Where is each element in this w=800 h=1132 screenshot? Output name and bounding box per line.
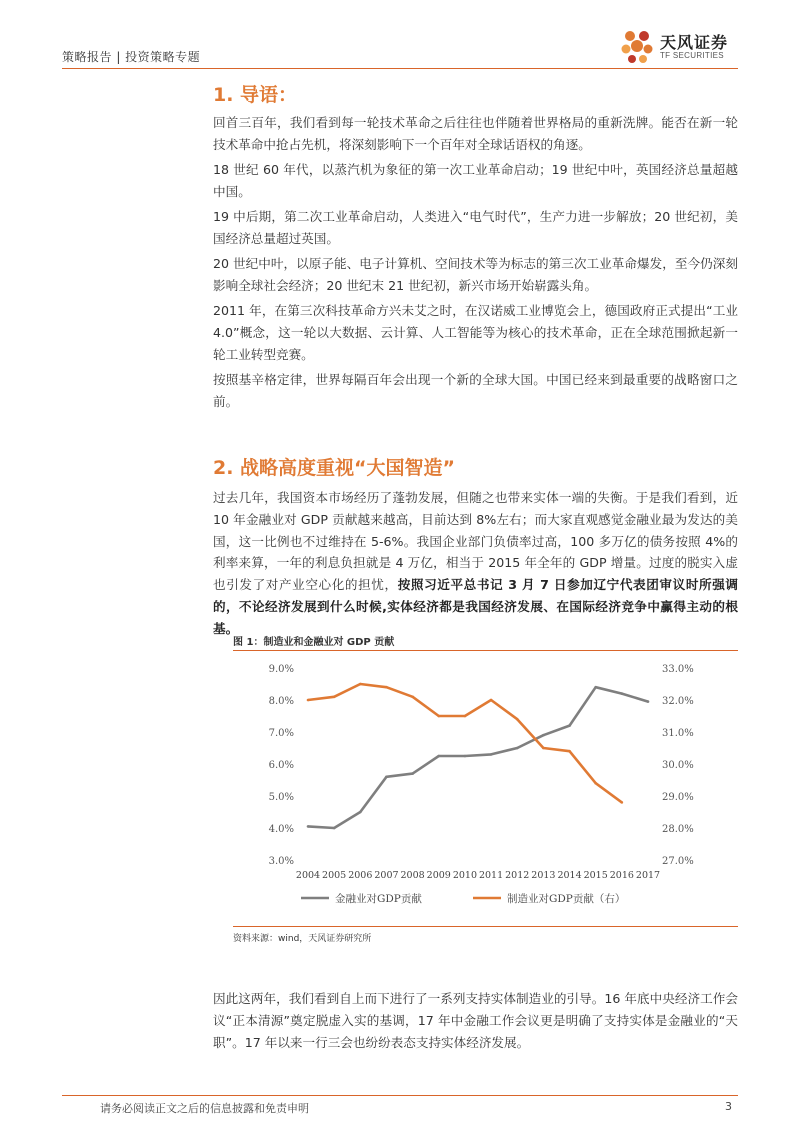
x-tick-label: 2009	[426, 870, 451, 881]
header-divider	[62, 68, 738, 69]
y-right-tick-label: 30.0%	[662, 760, 694, 771]
y-right-tick-label: 33.0%	[662, 664, 694, 675]
data-point	[385, 776, 388, 779]
x-tick-label: 2013	[531, 870, 556, 881]
x-tick-label: 2005	[322, 870, 347, 881]
data-point	[568, 724, 571, 727]
y-left-tick-label: 6.0%	[268, 760, 294, 771]
data-point	[490, 753, 493, 756]
y-right-tick-label: 32.0%	[662, 696, 694, 707]
y-left-tick-label: 3.0%	[268, 856, 294, 867]
x-tick-label: 2008	[400, 870, 425, 881]
brand-english: TF SECURITIES	[660, 51, 724, 60]
data-point	[437, 755, 440, 758]
data-point	[464, 715, 467, 718]
data-point	[542, 734, 545, 737]
line-chart	[233, 652, 738, 920]
header-report-type: 策略报告 | 投资策略专题	[62, 50, 201, 64]
data-point	[385, 686, 388, 689]
brand-name: 天风证券	[660, 33, 729, 52]
x-tick-label: 2017	[635, 870, 661, 881]
section-1-paragraph: 2011 年，在第三次科技革命方兴未艾之时，在汉诺威工业博览会上，德国政府正式提出“工业 4.0”概念，这一轮以大数据、云计算、人工智能等为核心的技术革命，正在全球范围掀起新一轮工业转型竞赛。	[213, 303, 738, 362]
data-point	[333, 827, 336, 830]
footer-disclaimer: 请务必阅读正文之后的信息披露和免责申明	[100, 1102, 309, 1115]
data-point	[516, 718, 519, 721]
section-1-paragraph: 19 中后期，第二次工业革命启动，人类进入“电气时代”，生产力进一步解放；20 世纪初，美国经济总量超过英国。	[213, 209, 738, 246]
section-2-paragraph-after: 因此这两年，我们看到自上而下进行了一系列支持实体制造业的引导。16 年底中央经济工作会议“正本清源”奠定脱虚入实的基调，17 年中金融工作会议更是明确了支持实体是金融业的“天职”。17 年以来一行三会也纷纷表态支持实体经济发展。	[213, 991, 738, 1050]
data-point	[542, 747, 545, 750]
data-point	[359, 811, 362, 814]
section-1-title: 1. 导语：	[213, 84, 298, 106]
data-point	[568, 750, 571, 753]
section-2-text: 过去几年，我国资本市场经历了蓬勃发展，但随之也带来实体一端的失衡。于是我们看到，近 10 年金融业对 GDP 贡献越来越高，目前达到 8%左右；而大家直观感觉金融业最为发达的美国，这一比例也不过维持在 5-6%。我国企业部门负债率过高，100 多万亿的债务按照 4%的利率来算，一年的利息负担就是 4 万亿，相当于 2015 年全年的 GDP 增量。过度的脱实入虚也引发了对产业空心化的担忧，	[213, 490, 738, 593]
x-tick-label: 2004	[295, 870, 321, 881]
data-point	[621, 692, 624, 695]
page-number: 3	[725, 1100, 732, 1113]
section-1-paragraph: 回首三百年，我们看到每一轮技术革命之后往往也伴随着世界格局的重新洗牌。能否在新一轮技术革命中抢占先机，将深刻影响下一个百年对全球话语权的角逐。	[213, 115, 738, 152]
data-point	[411, 772, 414, 775]
data-point	[333, 696, 336, 699]
x-tick-label: 2006	[348, 870, 373, 881]
data-point	[307, 699, 310, 702]
manufacturing-gdp-line	[308, 684, 622, 802]
data-point	[621, 801, 624, 804]
tf-logo-icon	[618, 26, 656, 66]
section-1-paragraph: 按照基辛格定律，世界每隔百年会出现一个新的全球大国。中国已经来到最重要的战略窗口之前。	[213, 372, 738, 409]
data-point	[437, 715, 440, 718]
x-tick-label: 2010	[452, 870, 478, 881]
section-1-paragraph: 20 世纪中叶，以原子能、电子计算机、空间技术等为标志的第三次工业革命爆发，至今仍深刻影响全球社会经济；20 世纪末 21 世纪初，新兴市场开始崭露头角。	[213, 256, 738, 293]
data-point	[411, 696, 414, 699]
x-tick-label: 2011	[478, 870, 504, 881]
y-left-tick-label: 9.0%	[268, 664, 294, 675]
x-tick-label: 2007	[374, 870, 399, 881]
data-point	[464, 755, 467, 758]
x-tick-label: 2014	[557, 870, 582, 881]
data-point	[359, 683, 362, 686]
x-tick-label: 2015	[583, 870, 608, 881]
data-point	[647, 700, 650, 703]
figure-bottom-rule	[233, 926, 738, 927]
section-2-paragraph	[213, 487, 738, 640]
section-1-paragraph: 18 世纪 60 年代，以蒸汽机为象征的第一次工业革命启动；19 世纪中叶，英国经济总量超越中国。	[213, 162, 738, 199]
y-left-tick-label: 8.0%	[268, 696, 294, 707]
y-left-tick-label: 4.0%	[268, 824, 294, 835]
data-point	[594, 686, 597, 689]
legend-label-finance: 金融业对GDP贡献	[335, 893, 422, 905]
data-point	[490, 699, 493, 702]
brand-logo	[618, 26, 738, 66]
x-tick-label: 2012	[505, 870, 530, 881]
section-2-title: 2. 战略高度重视“大国智造”	[213, 457, 456, 479]
y-left-tick-label: 5.0%	[268, 792, 294, 803]
y-right-tick-label: 31.0%	[662, 728, 694, 739]
section-2-bold-quote: 按照习近平总书记 3 月 7 日参加辽宁代表团审议时所强调的，不论经济发展到什么时候,实体经济都是我国经济发展、在国际经济竞争中赢得主动的根基。	[213, 577, 738, 636]
data-point	[516, 747, 519, 750]
legend-label-manufacturing: 制造业对GDP贡献（右）	[507, 893, 626, 905]
figure-title: 图 1：制造业和金融业对 GDP 贡献	[233, 637, 395, 648]
y-left-tick-label: 7.0%	[268, 728, 294, 739]
footer-divider	[62, 1095, 738, 1096]
y-right-tick-label: 27.0%	[662, 856, 694, 867]
x-tick-label: 2016	[609, 870, 634, 881]
figure-source: 资料来源：wind，天风证券研究所	[233, 934, 372, 944]
data-point	[307, 825, 310, 828]
y-right-tick-label: 29.0%	[662, 792, 694, 803]
figure-top-rule	[233, 650, 738, 651]
data-point	[594, 782, 597, 785]
y-right-tick-label: 28.0%	[662, 824, 694, 835]
